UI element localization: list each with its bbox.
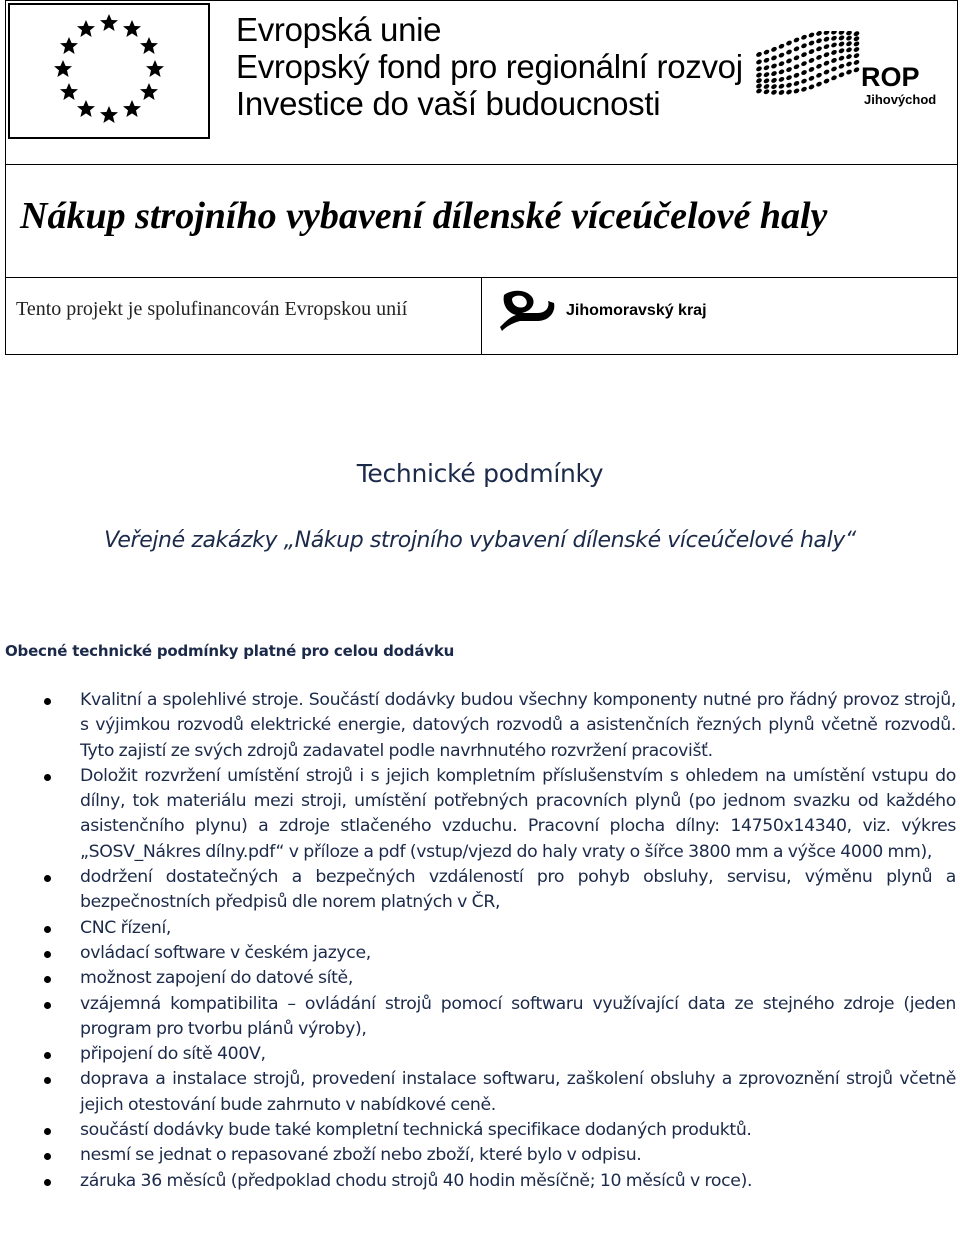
eu-stars-icon: [10, 5, 208, 137]
header-table: [5, 0, 958, 355]
bullet-icon: [44, 698, 51, 705]
rop-logo-text: ROP: [861, 62, 920, 92]
list-item: Kvalitní a spolehlivé stroje. Součástí dodávky budou všechny komponenty nutné pro řádný provoz strojů, s výjimkou rozvodů elektrické energie, datových rozvodů a asistenčních řezných plynů včetně rozvodů. Tyto zajistí ze svých zdrojů zadavatel podle navrhnutého rozvržení pracovišť.: [0, 688, 960, 764]
header-cofund-row: [6, 277, 957, 355]
list-item: připojení do sítě 400V,: [0, 1042, 960, 1067]
jihomoravsky-kraj-logo-icon: [498, 287, 558, 333]
kraj-text: Jihomoravský kraj: [566, 302, 707, 319]
list-item: ovládací software v českém jazyce,: [0, 941, 960, 966]
cofunded-text: Tento projekt je spolufinancován Evropskou unií: [16, 298, 408, 320]
list-item: záruka 36 měsíců (předpoklad chodu strojů 40 hodin měsíčně; 10 měsíců v roce).: [0, 1169, 960, 1194]
section-heading: Obecné technické podmínky platné pro celou dodávku: [5, 642, 455, 660]
eu-line-2: Evropský fond pro regionální rozvoj: [236, 48, 743, 85]
requirements-list: [0, 688, 960, 1194]
list-item: doprava a instalace strojů, provedení instalace softwaru, zaškolení obsluhy a zprovoznění strojů včetně jejich otestování bude zahrnuto v nabídkové ceně.: [0, 1067, 960, 1118]
project-title: Nákup strojního vybavení dílenské víceúčelové haly: [20, 195, 828, 237]
eu-line-3: Investice do vaší budoucnosti: [236, 85, 661, 122]
eu-text-block: [236, 11, 743, 122]
cell-divider: [481, 277, 482, 355]
bullet-icon: [44, 774, 51, 781]
list-item: dodržení dostatečných a bezpečných vzdáleností pro pohyb obsluhy, servisu, výměnu plynů a bezpečnostních předpisů dle norem platných v ČR,: [0, 865, 960, 916]
header-logo-row: [6, 1, 957, 165]
bullet-icon: [44, 926, 51, 933]
bullet-icon: [44, 875, 51, 882]
bullet-icon: [44, 1077, 51, 1084]
bullet-icon: [44, 1052, 51, 1059]
bullet-icon: [44, 1153, 51, 1160]
bullet-icon: [44, 1128, 51, 1135]
bullet-icon: [44, 1179, 51, 1186]
list-item: součástí dodávky bude také kompletní technická specifikace dodaných produktů.: [0, 1118, 960, 1143]
rop-region-text: Jihovýchod: [864, 92, 937, 107]
list-item: možnost zapojení do datové sítě,: [0, 966, 960, 991]
list-item: Doložit rozvržení umístění strojů i s jejich kompletním příslušenstvím s ohledem na umístění vstupu do dílny, tok materiálu mezi stroji, umístění potřebných pracovních plynů (po jednom svazku od každého asistenčního plynu) a zdroje stlačeného vzduchu. Pracovní plocha dílny: 14750x14340, viz. výkres „SOSV_Nákres dílny.pdf“ v příloze a pdf (vstup/vjezd do haly vraty o šířce 3800 mm a výšce 4000 mm),: [0, 764, 960, 865]
list-item: nesmí se jednat o repasované zboží nebo zboží, které bylo v odpisu.: [0, 1143, 960, 1168]
eu-flag-logo: [8, 3, 210, 139]
list-item: vzájemná kompatibilita – ovládání strojů pomocí softwaru využívající data ze stejného zdroje (jeden program pro tvorbu plánů výroby),: [0, 992, 960, 1043]
document-subtitle: Veřejné zakázky „Nákup strojního vybavení dílenské víceúčelové haly“: [104, 528, 856, 553]
bullet-icon: [44, 976, 51, 983]
bullet-icon: [44, 1002, 51, 1009]
bullet-icon: [44, 951, 51, 958]
eu-line-1: Evropská unie: [236, 11, 442, 48]
list-item: CNC řízení,: [0, 916, 960, 941]
header-title-row: [6, 164, 957, 278]
document-title: Technické podmínky: [356, 459, 604, 488]
